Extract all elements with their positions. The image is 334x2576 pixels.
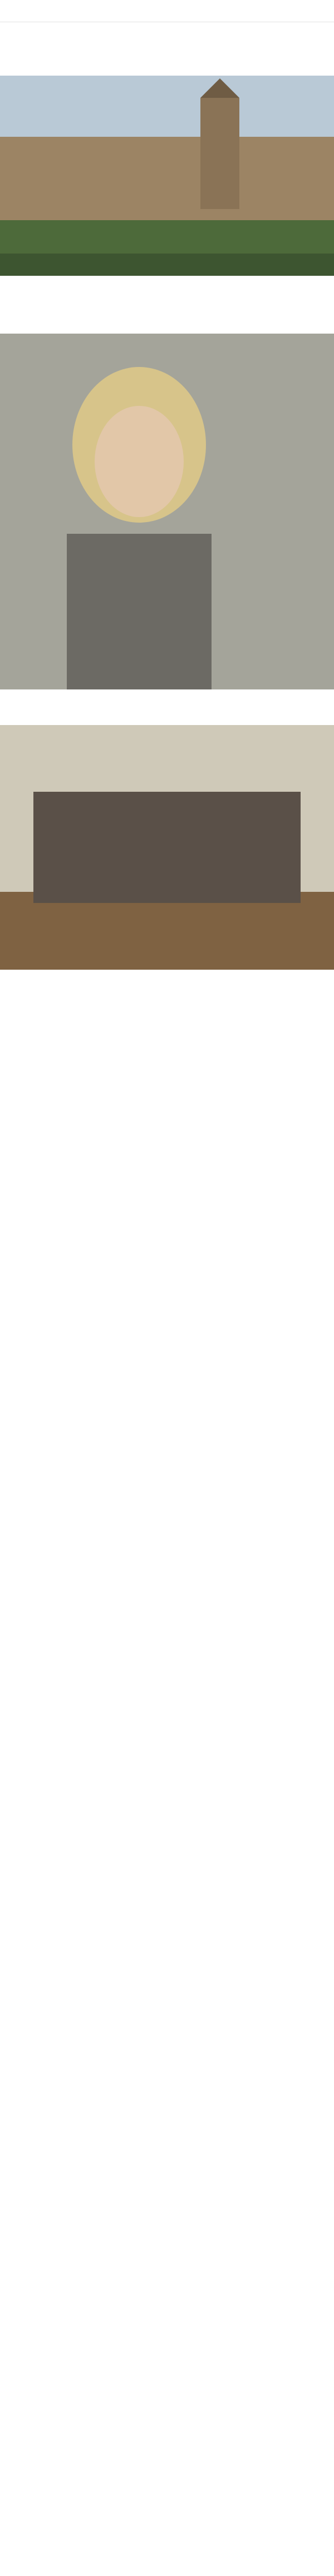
portrait-illustration: [0, 334, 334, 689]
body-line: [4, 999, 330, 1006]
body-line: [4, 974, 330, 981]
intro-line: [4, 43, 330, 50]
photo-caption-2: [0, 694, 334, 722]
intro-line: [4, 52, 330, 58]
intro-line: [4, 27, 330, 33]
body-line: [4, 1007, 330, 1014]
group-photo-illustration: [0, 725, 334, 970]
article-intro: [0, 27, 334, 71]
intro-line: [4, 60, 330, 67]
article-body: [0, 974, 334, 2553]
caption-line: [4, 289, 330, 295]
photo-moscow-skyline: [0, 76, 334, 276]
photo-caption-1: [0, 280, 334, 330]
body-line: [4, 982, 330, 989]
body-line: [4, 991, 330, 997]
moscow-skyline-illustration: [0, 76, 334, 276]
caption-line: [4, 694, 330, 701]
article-title: [0, 0, 334, 22]
photo-sharon-tennison-portrait: [0, 334, 334, 689]
intro-line: [4, 35, 330, 42]
caption-line: [4, 702, 330, 709]
caption-line: [4, 297, 330, 304]
photo-group-volgograd: [0, 725, 334, 970]
caption-line: [4, 280, 330, 287]
